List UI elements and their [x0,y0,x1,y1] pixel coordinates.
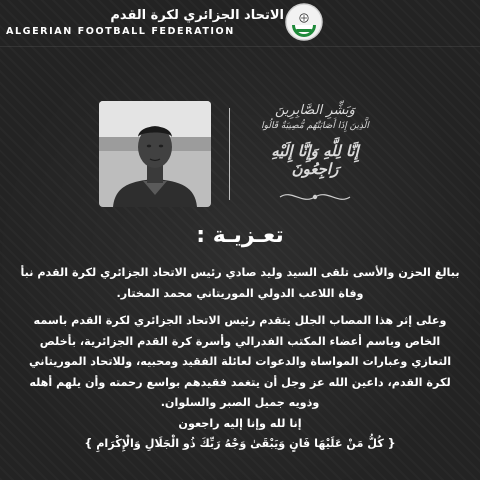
federation-name-arabic: الاتحاد الجزائري لكرة القدم [110,8,284,23]
message-paragraph-3: إنا لله وإنا إليه راجعون [178,416,302,430]
quran-calligraphy [250,104,380,178]
header-divider [0,46,480,47]
condolence-message [20,263,460,455]
federation-name-english: ALGERIAN FOOTBALL FEDERATION [6,26,235,37]
player-photo [99,101,211,207]
calligraphy-line-2: الَّذِينَ إِذَا أَصَابَتْهُم مُّصِيبَةٌ قَالُوا [261,120,369,131]
header [0,0,480,46]
calligraphy-ornament-icon [278,186,352,208]
message-paragraph-2: وعلى إثر هذا المصاب الجلل يتقدم رئيس الاتحاد الجزائري لكرة القدم باسمه الخاص وباسم أعضاء المكتب الفدرالي وأسرة كرة القدم الجزائرية، بأخلص التعازي وعبارات المواساة والدعوات لعائلة الفقيد ومحبيه، وللاتحاد الموريتاني لكرة القدم، داعين الله عز وجل أن يتغمد فقيدهم بواسع رحمته وأن يلهم أهله وذويه جميل الصبر والسلوان. [28,314,452,409]
quran-verse: { كُلُّ مَنْ عَلَيْهَا فَانٍ وَيَبْقَىٰ وَجْهُ رَبِّكَ ذُو الْجَلَالِ وَالْإِكْرَامِ } [84,437,396,450]
message-paragraph-1: ببالغ الحزن والأسى تلقى السيد وليد صادي رئيس الاتحاد الجزائري لكرة القدم نبأ وفاة اللاعب الدولي الموريتاني محمد المختار. [20,266,460,300]
condolence-heading: تعـزيـة : [196,223,284,248]
calligraphy-line-1: وَبَشِّرِ الصَّابِرِينَ [275,103,355,118]
player-portrait-image [99,101,211,207]
vertical-divider [229,108,230,200]
calligraphy-line-3: إِنَّا لِلَّهِ وَإِنَّا إِلَيْهِ رَاجِعُونَ [271,142,359,178]
faf-crest-icon [284,2,324,42]
